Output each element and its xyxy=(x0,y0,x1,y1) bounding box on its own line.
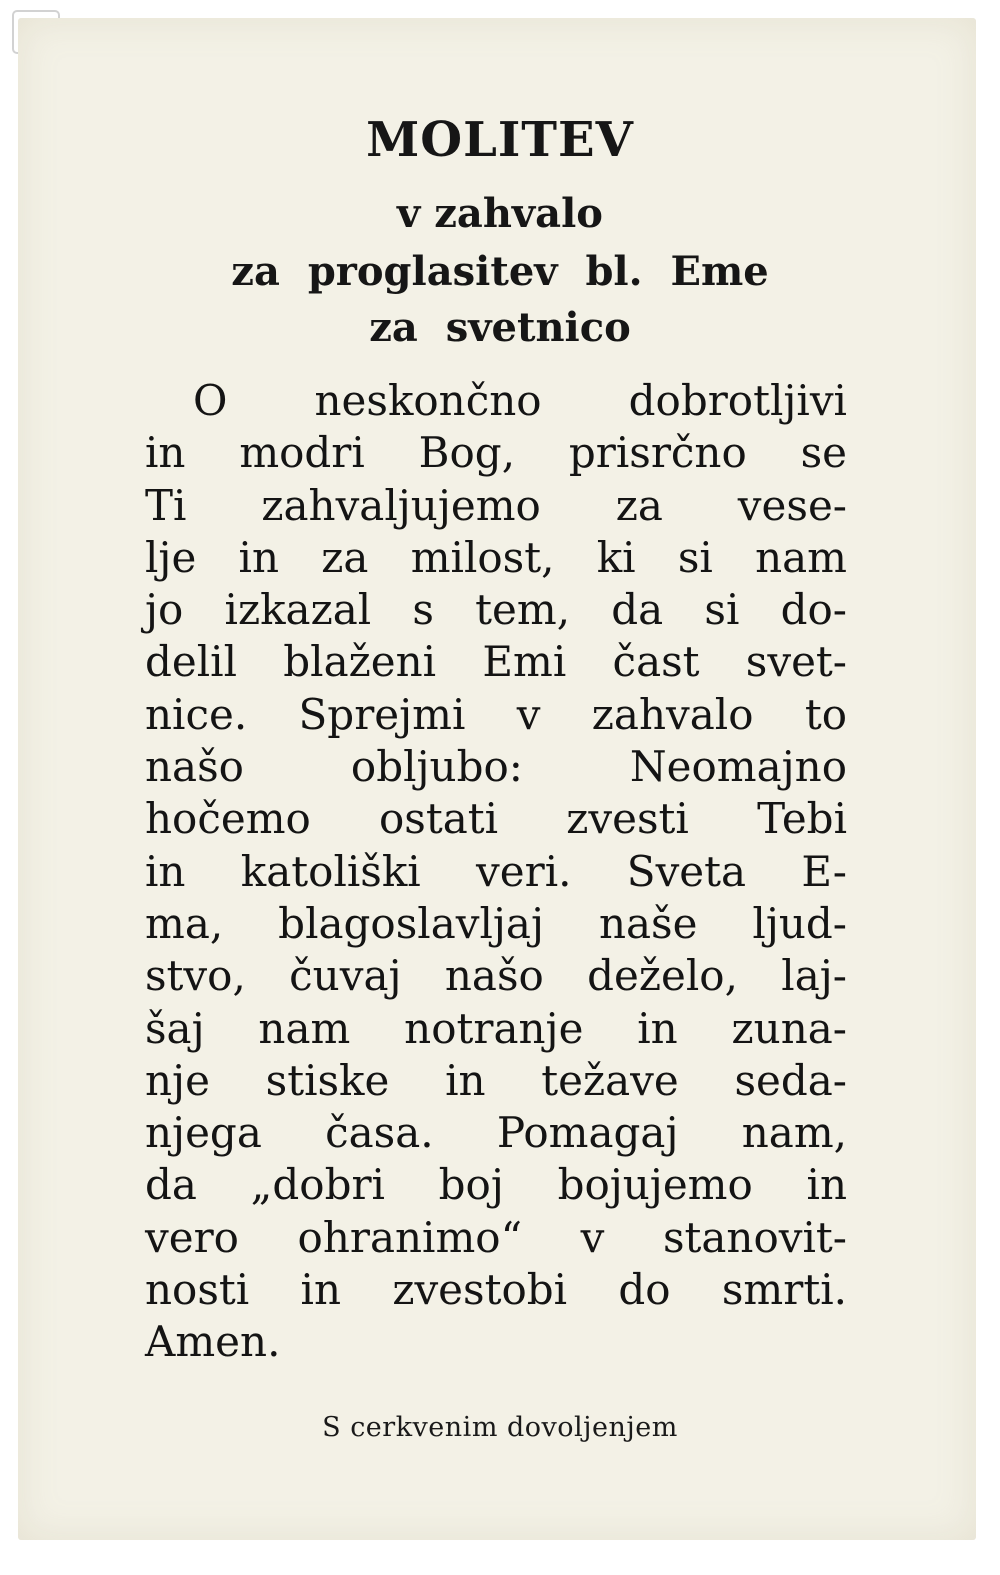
prayer-line: njega časa. Pomagaj nam, xyxy=(145,1108,847,1158)
prayer-line: našo obljubo: Neomajno xyxy=(145,742,847,792)
prayer-subtitle-line-3: za svetnico xyxy=(369,304,631,351)
prayer-line: šaj nam notranje in zuna- xyxy=(145,1003,847,1053)
church-approval-note: S cerkvenim dovoljenjem xyxy=(322,1412,678,1443)
prayer-line: nje stiske in težave seda- xyxy=(145,1055,847,1105)
prayer-line: in katoliški veri. Sveta E- xyxy=(145,846,847,896)
prayer-line: da „dobri boj bojujemo in xyxy=(145,1160,847,1210)
prayer-line: lje in za milost, ki si nam xyxy=(145,532,847,582)
prayer-line: nice. Sprejmi v zahvalo to xyxy=(145,689,847,739)
prayer-line: O neskončno dobrotljivi xyxy=(193,376,847,425)
prayer-line: jo izkazal s tem, da si do- xyxy=(145,585,847,635)
prayer-line: nosti in zvestobi do smrti. xyxy=(145,1265,847,1315)
prayer-subtitle-line-1: v zahvalo xyxy=(397,190,603,237)
prayer-line: vero ohranimo“ v stanovit- xyxy=(145,1212,847,1262)
prayer-line: hočemo ostati zvesti Tebi xyxy=(145,794,847,844)
prayer-body xyxy=(145,375,847,1369)
prayer-line: delil blaženi Emi čast svet- xyxy=(145,637,847,687)
prayer-title: MOLITEV xyxy=(366,112,634,168)
prayer-line: in modri Bog, prisrčno se xyxy=(145,428,847,478)
prayer-line: Ti zahvaljujemo za vese- xyxy=(145,480,847,530)
prayer-subtitle-line-2: za proglasitev bl. Eme xyxy=(231,248,769,295)
prayer-line: stvo, čuvaj našo deželo, laj- xyxy=(145,951,847,1001)
prayer-line: Amen. xyxy=(145,1317,281,1367)
prayer-line: ma, blagoslavljaj naše ljud- xyxy=(145,898,847,948)
